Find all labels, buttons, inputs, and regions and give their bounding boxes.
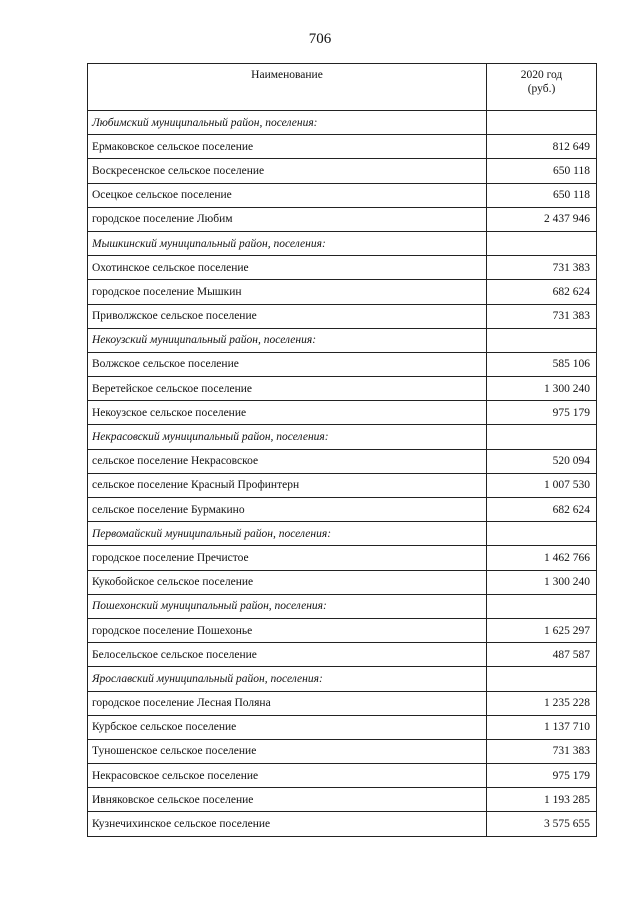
amount-cell	[487, 522, 597, 546]
settlement-name-cell: Ермаковское сельское поселение	[88, 135, 487, 159]
district-name-cell: Пошехонский муниципальный район, поселения:	[88, 594, 487, 618]
district-name-cell: Любимский муниципальный район, поселения:	[88, 111, 487, 135]
amount-cell: 1 235 228	[487, 691, 597, 715]
amount-cell: 650 118	[487, 159, 597, 183]
table-row	[88, 570, 597, 594]
table-row	[88, 135, 597, 159]
settlement-name-cell: Воскресенское сельское поселение	[88, 159, 487, 183]
table-row	[88, 256, 597, 280]
amount-cell: 650 118	[487, 183, 597, 207]
table-row	[88, 401, 597, 425]
table-row	[88, 739, 597, 763]
amount-cell: 682 624	[487, 280, 597, 304]
settlement-name-cell: Курбское сельское поселение	[88, 715, 487, 739]
table-row	[88, 183, 597, 207]
amount-cell: 812 649	[487, 135, 597, 159]
table-body	[88, 111, 597, 837]
page-number: 706	[308, 31, 332, 47]
table-row	[88, 691, 597, 715]
table-row	[88, 812, 597, 836]
column-header-year	[487, 64, 597, 111]
amount-cell: 731 383	[487, 739, 597, 763]
settlement-name-cell: сельское поселение Некрасовское	[88, 449, 487, 473]
amount-cell: 1 462 766	[487, 546, 597, 570]
settlement-name-cell: городское поселение Пречистое	[88, 546, 487, 570]
amount-cell	[487, 111, 597, 135]
column-header-year-label: 2020 год	[520, 69, 563, 81]
settlement-name-cell: Волжское сельское поселение	[88, 352, 487, 376]
table-row	[88, 304, 597, 328]
amount-cell: 1 300 240	[487, 377, 597, 401]
amount-cell: 682 624	[487, 498, 597, 522]
settlement-name-cell: Веретейское сельское поселение	[88, 377, 487, 401]
district-name-cell: Первомайский муниципальный район, поселения:	[88, 522, 487, 546]
district-row	[88, 231, 597, 255]
district-row	[88, 522, 597, 546]
settlement-name-cell: сельское поселение Бурмакино	[88, 498, 487, 522]
settlement-name-cell: городское поселение Лесная Поляна	[88, 691, 487, 715]
amount-cell	[487, 425, 597, 449]
district-row	[88, 111, 597, 135]
column-header-name: Наименование	[88, 64, 487, 111]
amount-cell: 487 587	[487, 643, 597, 667]
settlement-name-cell: Охотинское сельское поселение	[88, 256, 487, 280]
table-row	[88, 377, 597, 401]
amount-cell: 1 300 240	[487, 570, 597, 594]
amount-cell: 1 137 710	[487, 715, 597, 739]
district-row	[88, 594, 597, 618]
amount-cell: 2 437 946	[487, 207, 597, 231]
settlement-name-cell: сельское поселение Красный Профинтерн	[88, 473, 487, 497]
amount-cell: 1 625 297	[487, 618, 597, 642]
amount-cell: 1 007 530	[487, 473, 597, 497]
table-header-row	[88, 64, 597, 111]
settlement-name-cell: Белосельское сельское поселение	[88, 643, 487, 667]
table-row	[88, 498, 597, 522]
settlement-name-cell: городское поселение Мышкин	[88, 280, 487, 304]
settlement-name-cell: Кузнечихинское сельское поселение	[88, 812, 487, 836]
amount-cell	[487, 667, 597, 691]
settlement-name-cell: городское поселение Любим	[88, 207, 487, 231]
table-row	[88, 207, 597, 231]
district-name-cell: Некрасовский муниципальный район, поселения:	[88, 425, 487, 449]
column-header-unit: (руб.)	[527, 83, 556, 95]
district-name-cell: Некоузский муниципальный район, поселения:	[88, 328, 487, 352]
settlement-name-cell: Осецкое сельское поселение	[88, 183, 487, 207]
table-row	[88, 764, 597, 788]
amount-cell: 975 179	[487, 764, 597, 788]
table-row	[88, 546, 597, 570]
amount-cell: 975 179	[487, 401, 597, 425]
amount-cell: 731 383	[487, 256, 597, 280]
table-row	[88, 473, 597, 497]
settlement-name-cell: Туношенское сельское поселение	[88, 739, 487, 763]
district-row	[88, 328, 597, 352]
district-name-cell: Мышкинский муниципальный район, поселения:	[88, 231, 487, 255]
settlement-name-cell: Некоузское сельское поселение	[88, 401, 487, 425]
settlement-name-cell: Ивняковское сельское поселение	[88, 788, 487, 812]
amount-cell: 585 106	[487, 352, 597, 376]
amount-cell	[487, 231, 597, 255]
settlement-name-cell: городское поселение Пошехонье	[88, 618, 487, 642]
settlements-table	[87, 63, 597, 837]
table-row	[88, 715, 597, 739]
district-row	[88, 667, 597, 691]
table-row	[88, 159, 597, 183]
table-row	[88, 643, 597, 667]
amount-cell: 520 094	[487, 449, 597, 473]
amount-cell	[487, 328, 597, 352]
amount-cell	[487, 594, 597, 618]
district-name-cell: Ярославский муниципальный район, поселения:	[88, 667, 487, 691]
amount-cell: 731 383	[487, 304, 597, 328]
district-row	[88, 425, 597, 449]
table-row	[88, 352, 597, 376]
settlement-name-cell: Кукобойское сельское поселение	[88, 570, 487, 594]
table-row	[88, 618, 597, 642]
table-row	[88, 788, 597, 812]
settlement-name-cell: Некрасовское сельское поселение	[88, 764, 487, 788]
table-row	[88, 280, 597, 304]
table-row	[88, 449, 597, 473]
amount-cell: 1 193 285	[487, 788, 597, 812]
settlement-name-cell: Приволжское сельское поселение	[88, 304, 487, 328]
amount-cell: 3 575 655	[487, 812, 597, 836]
